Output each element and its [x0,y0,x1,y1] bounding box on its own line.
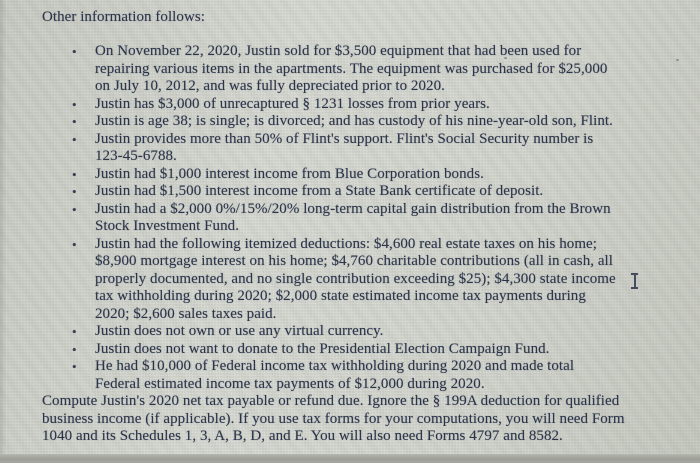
bullet-item: • Justin had a $2,000 0%/15%/20% long-term capital gain distribution from the Brown Stock Investment Fund. [72,201,619,236]
bullet-item: • Justin does not own or use any virtual currency. [72,323,619,341]
bullet-item: • Justin provides more than 50% of Flint's support. Flint's Social Security number is 123-45-6788. [72,131,619,166]
ibeam-stem [634,274,636,287]
document-content [42,8,662,446]
bullet-item: • Justin had $1,500 interest income from a State Bank certificate of deposit. [72,183,619,201]
screen-bottom-edge [0,454,700,463]
closing-instructions-paragraph: Compute Justin's 2020 net tax payable or refund due. Ignore the § 199A deduction for qualified business income (if applicable). If you use tax forms for your computations, you will need Form 1040 and its Schedules 1, 3, A, B, D, and E. You will also need Forms 4797 and 8582. [42,393,625,444]
bullet-item: • Justin is age 38; is single; is divorced; and has custody of his nine-year-old son, Flint. [72,113,619,131]
bullet-list [42,43,619,393]
ibeam-cap-bottom [631,287,638,289]
bullet-item: • Justin had $1,000 interest income from Blue Corporation bonds. [72,166,619,184]
bullet-item: • Justin does not want to donate to the Presidential Election Campaign Fund. [72,341,619,359]
bullet-item: • On November 22, 2020, Justin sold for $3,500 equipment that had been used for repairing various items in the apartments. The equipment was purchased for $25,000 on July 10, 2012, and was fully depreciated prior to 2020. [72,43,619,96]
dust-speck [504,57,507,59]
bullet-item: • Justin has $3,000 of unrecaptured § 1231 losses from prior years. [72,96,619,114]
section-heading: Other information follows: [42,9,205,25]
bullet-item: • He had $10,000 of Federal income tax withholding during 2020 and made total Federal estimated income tax payments of $12,000 during 2020. [72,358,619,393]
text-ibeam-cursor-icon [630,273,639,289]
dust-speck [676,59,679,61]
bullet-item: • Justin had the following itemized deductions: $4,600 real estate taxes on his home; $8,900 mortgage interest on his home; $4,760 charitable contributions (all in cash, all properly documented, and no single contribution exceeding $25); $4,300 state income tax withholding during 2020; $2,000 state estimated income tax payments during 2020; $2,600 sales taxes paid. [72,236,619,324]
